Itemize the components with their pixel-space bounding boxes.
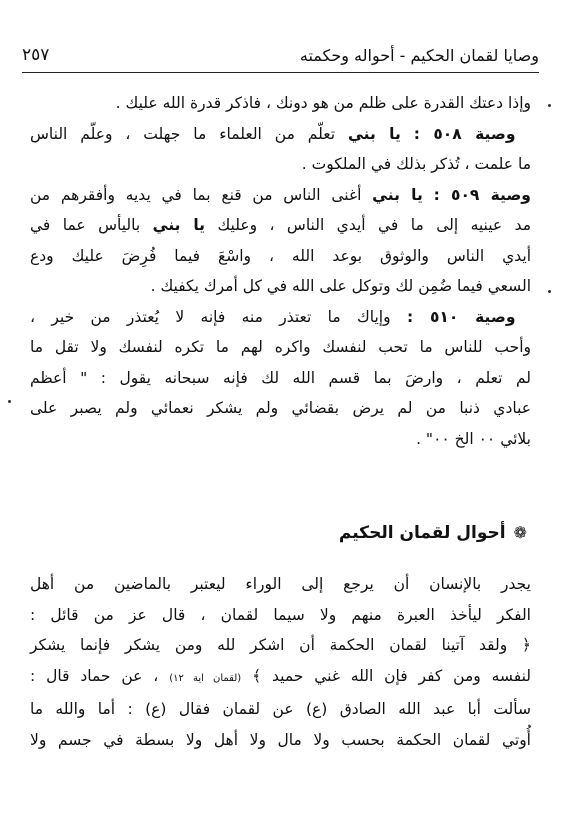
line-text: أُوتي لقمان الحكمة بحسب ولا مال ولا أهل ولا بسطة في جسم ولا [30,730,531,749]
ahwal-block [30,569,531,755]
line-text: بلائي ٠٠ الخ ٠٠" . [416,429,531,448]
page-number: ٢٥٧ [22,45,50,65]
line-text: الفكر ليأخذ العبرة منهم ولا سيما لقمان ، قال عز من قائل : [30,605,531,624]
wasiya-510-line-5 [30,424,531,455]
line-text: لنفسه ومن كفر فإن الله غني حميد ﴾ [252,666,531,685]
text-line [30,88,531,119]
section-title: أحوال لقمان الحكيم [338,523,506,543]
quran-quote-line-2 [30,661,531,695]
line-text: أغنى الناس من قنع بما في يديه وأفقرهم من [30,185,362,204]
line-text: سألت أبا عبد الله الصادق (ع) عن لقمان فقال (ع) : أما والله ما [30,700,531,718]
line-text: وأحب للناس ما تحب لنفسك واكره لهم ما تكره لنفسك ولا تقل ما [30,338,531,356]
margin-mark [8,400,11,403]
text-line [30,694,531,725]
wasiya-508-line-1 [30,119,531,150]
wasiya-510-line-4 [30,393,531,424]
line-text: ، عن حماد قال : [30,666,159,685]
line-text: لم تعلم ، وارضَ بما قسم الله لك فإنه سبحانه يقول : " أعظم [30,368,531,387]
line-text: تعلّم من العلماء ما جهلت ، وعلّم الناس [30,124,336,143]
text-line [30,600,531,631]
line-text: وإياك ما تعتذر منه فإنه لا يُعتذر من خير ، [30,307,391,326]
running-title: وصايا لقمان الحكيم - أحواله وحكمته [299,45,539,65]
wasiya-508-lead: وصية ٥٠٨ : [413,124,516,143]
line-text: يجدر بالإنسان أن يرجع إلى الوراء ليعتبر بالماضين من أهل [30,575,531,593]
line-text: أيدي الناس والوثوق بوعد الله ، واسْعَ فيما فُرِضَ عليك ودع [30,246,531,265]
line-text: عبادي ذنبا من لم يرض بقضائي ولم يشكر نعمائي ولم يصبر على [30,399,531,417]
line-text: السعي فيما ضُمِن لك وتوكل على الله في كل أمرك يكفيك . [150,277,531,295]
line-text: ما علمت ، تُذكر بذلك في الملكوت . [301,155,531,173]
line-text: ﴿ ولقد آتينا لقمان الحكمة أن اشكر لله ومن يشكر فإنما يشكر [30,636,531,654]
wasaya-block [30,88,531,454]
ya-bunayya: يا بني [152,216,206,234]
line-text: مد عينيه إلى ما في أيدي الناس ، وعليك [217,216,532,234]
ya-bunayya: يا بني [372,185,423,204]
wasiya-510-line-3 [30,363,531,394]
page-header [22,40,539,70]
margin-mark [548,290,551,293]
text-line [30,569,531,600]
quran-quote-line-1 [30,630,531,661]
margin-mark [548,104,551,107]
wasiya-510-line-1 [30,302,531,333]
wasiya-509-line-4 [30,271,531,302]
section-heading [339,523,527,543]
quran-reference: (لقمان اية ١٢) [169,672,242,684]
wasiya-509-line-1 [30,180,531,211]
line-text: وإذا دعتك القدرة على ظلم من هو دونك ، فاذكر قدرة الله عليك . [115,94,531,112]
header-rule [22,72,539,73]
wasiya-508-line-2 [30,149,531,180]
wasiya-509-lead: وصية ٥٠٩ : [433,185,531,204]
line-text: باليأس عما في [30,216,141,234]
ya-bunayya: يا بني [347,124,401,143]
wasiya-509-line-2 [30,210,531,241]
flower-bullet-icon: ❁ [513,523,527,542]
wasiya-510-lead: وصية ٥١٠ : [406,307,516,326]
wasiya-509-line-3 [30,241,531,272]
text-line [30,725,531,756]
wasiya-510-line-2 [30,332,531,363]
